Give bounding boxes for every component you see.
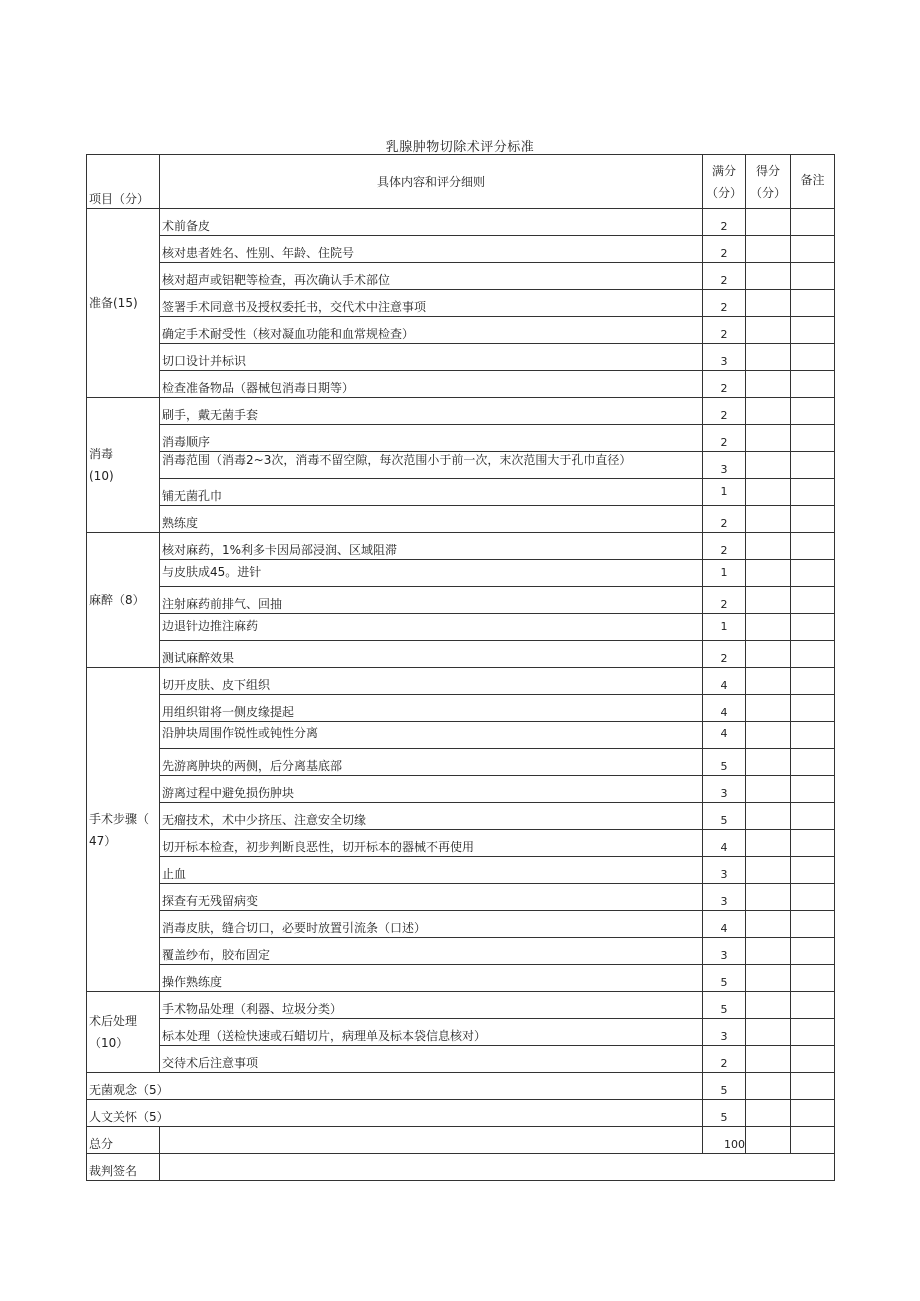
full-score: 2	[703, 398, 746, 425]
note-cell[interactable]	[791, 290, 835, 317]
category-points: (10)	[89, 469, 114, 483]
note-cell[interactable]	[791, 506, 835, 533]
note-cell[interactable]	[791, 1100, 835, 1127]
note-cell[interactable]	[791, 1019, 835, 1046]
score-input-cell[interactable]	[746, 722, 791, 749]
note-cell[interactable]	[791, 884, 835, 911]
full-score: 2	[703, 263, 746, 290]
item-text: 手术物品处理（利器、垃圾分类）	[160, 992, 703, 1019]
full-score: 5	[703, 803, 746, 830]
table-row	[87, 560, 835, 587]
item-text: 核对麻药，1%利多卡因局部浸润、区域阻滞	[160, 533, 703, 560]
header-full-1: 满分	[711, 163, 736, 178]
note-cell[interactable]	[791, 695, 835, 722]
note-cell[interactable]	[791, 452, 835, 479]
table-row	[87, 641, 835, 668]
note-cell[interactable]	[791, 1073, 835, 1100]
note-cell[interactable]	[791, 398, 835, 425]
score-input-cell[interactable]	[746, 1046, 791, 1073]
table-row	[87, 209, 835, 236]
score-input-cell[interactable]	[746, 209, 791, 236]
full-score: 2	[703, 290, 746, 317]
item-text: 核对超声或铝靶等检查，再次确认手术部位	[160, 263, 703, 290]
table-row	[87, 479, 835, 506]
table-row	[87, 695, 835, 722]
humanistic-label: 人文关怀（5）	[87, 1100, 703, 1127]
full-score: 5	[703, 965, 746, 992]
note-cell[interactable]	[791, 992, 835, 1019]
full-score: 5	[703, 1100, 746, 1127]
table-row	[87, 965, 835, 992]
table-row	[87, 722, 835, 749]
table-row	[87, 398, 835, 425]
score-input-cell[interactable]	[746, 587, 791, 614]
score-input-cell[interactable]	[746, 641, 791, 668]
full-score: 2	[703, 425, 746, 452]
table-row	[87, 884, 835, 911]
table-row	[87, 776, 835, 803]
score-input-cell[interactable]	[746, 263, 791, 290]
item-text: 与皮肤成45。进针	[160, 560, 703, 587]
header-full-score	[703, 155, 746, 209]
full-score: 2	[703, 371, 746, 398]
full-score: 4	[703, 668, 746, 695]
note-cell[interactable]	[791, 803, 835, 830]
item-text: 标本处理（送检快速或石蜡切片，病理单及标本袋信息核对）	[160, 1019, 703, 1046]
note-cell[interactable]	[791, 749, 835, 776]
score-input-cell[interactable]	[746, 425, 791, 452]
table-row	[87, 857, 835, 884]
score-input-cell[interactable]	[746, 884, 791, 911]
category-name: 手术步骤（	[89, 811, 150, 826]
table-row	[87, 1019, 835, 1046]
table-row	[87, 1100, 835, 1127]
item-text: 确定手术耐受性（核对凝血功能和血常规检查）	[160, 317, 703, 344]
score-input-cell[interactable]	[746, 695, 791, 722]
score-input-cell[interactable]	[746, 911, 791, 938]
full-score: 2	[703, 533, 746, 560]
item-text: 测试麻醉效果	[160, 641, 703, 668]
category-disinfection	[87, 398, 160, 533]
note-cell[interactable]	[791, 614, 835, 641]
item-text: 术前备皮	[160, 209, 703, 236]
full-score: 3	[703, 1019, 746, 1046]
item-text: 沿肿块周围作锐性或钝性分离	[160, 722, 703, 749]
score-input-cell[interactable]	[746, 452, 791, 479]
note-cell[interactable]	[791, 1046, 835, 1073]
item-text: 止血	[160, 857, 703, 884]
table-row	[87, 290, 835, 317]
table-row	[87, 425, 835, 452]
full-score: 3	[703, 344, 746, 371]
score-input-cell[interactable]	[746, 398, 791, 425]
header-item: 项目（分）	[87, 155, 160, 209]
note-cell[interactable]	[791, 911, 835, 938]
item-text: 用组织钳将一侧皮缘提起	[160, 695, 703, 722]
item-text: 探查有无残留病变	[160, 884, 703, 911]
score-input-cell[interactable]	[746, 965, 791, 992]
total-label: 总分	[87, 1127, 160, 1154]
note-cell[interactable]	[791, 371, 835, 398]
full-score: 4	[703, 695, 746, 722]
score-input-cell[interactable]	[746, 290, 791, 317]
item-text: 消毒范围（消毒2~3次，消毒不留空隙，每次范围小于前一次，末次范围大于孔巾直径）	[162, 453, 632, 467]
total-row	[87, 1127, 835, 1154]
note-cell[interactable]	[791, 830, 835, 857]
score-input-cell[interactable]	[746, 371, 791, 398]
full-score: 2	[703, 587, 746, 614]
item-text: 熟练度	[160, 506, 703, 533]
table-row	[87, 749, 835, 776]
item-text: 交待术后注意事项	[160, 1046, 703, 1073]
table-row	[87, 533, 835, 560]
score-input-cell[interactable]	[746, 938, 791, 965]
header-full-2: （分）	[705, 185, 742, 200]
score-input-cell[interactable]	[746, 1100, 791, 1127]
page-title: 乳腺肿物切除术评分标准	[385, 140, 535, 155]
category-preparation: 准备(15)	[87, 209, 160, 398]
signature-field[interactable]	[160, 1154, 835, 1181]
header-got-2: （分）	[749, 185, 786, 200]
category-points: （10）	[89, 1036, 129, 1050]
table-row	[87, 992, 835, 1019]
note-cell[interactable]	[791, 344, 835, 371]
item-text: 操作熟练度	[160, 965, 703, 992]
full-score: 5	[703, 992, 746, 1019]
table-row	[87, 803, 835, 830]
item-text: 注射麻药前排气、回抽	[160, 587, 703, 614]
item-text: 消毒顺序	[160, 425, 703, 452]
table-row	[87, 830, 835, 857]
item-text: 刷手，戴无菌手套	[160, 398, 703, 425]
table-row	[87, 587, 835, 614]
note-cell[interactable]	[791, 425, 835, 452]
score-input-cell[interactable]	[746, 614, 791, 641]
score-input-cell[interactable]	[746, 857, 791, 884]
score-input-cell[interactable]	[746, 1073, 791, 1100]
full-score: 5	[703, 1073, 746, 1100]
score-input-cell[interactable]	[746, 668, 791, 695]
full-score: 2	[703, 641, 746, 668]
header-note: 备注	[791, 155, 835, 209]
item-text: 消毒皮肤，缝合切口，必要时放置引流条（口述）	[160, 911, 703, 938]
note-cell[interactable]	[791, 938, 835, 965]
score-input-cell[interactable]	[746, 533, 791, 560]
table-row	[87, 263, 835, 290]
note-cell[interactable]	[791, 560, 835, 587]
table-row	[87, 317, 835, 344]
note-cell[interactable]	[791, 317, 835, 344]
full-score: 1	[703, 614, 746, 641]
table-row	[87, 938, 835, 965]
item-text: 无瘤技术，术中少挤压、注意安全切缘	[160, 803, 703, 830]
note-cell[interactable]	[791, 965, 835, 992]
score-input-cell[interactable]	[746, 344, 791, 371]
full-score: 4	[703, 830, 746, 857]
item-text: 签署手术同意书及授权委托书，交代术中注意事项	[160, 290, 703, 317]
table-row	[87, 236, 835, 263]
full-score: 4	[703, 722, 746, 749]
score-input-cell[interactable]	[746, 317, 791, 344]
score-table	[86, 154, 835, 1181]
note-cell[interactable]	[791, 1127, 835, 1154]
note-cell[interactable]	[791, 587, 835, 614]
table-row	[87, 452, 835, 479]
item-text-cell	[160, 452, 703, 479]
signature-row	[87, 1154, 835, 1181]
score-input-cell[interactable]	[746, 803, 791, 830]
header-got-score	[746, 155, 791, 209]
note-cell[interactable]	[791, 209, 835, 236]
score-input-cell[interactable]	[746, 749, 791, 776]
full-score: 5	[703, 749, 746, 776]
item-text: 切开标本检查，初步判断良恶性，切开标本的器械不再使用	[160, 830, 703, 857]
item-text: 检查准备物品（器械包消毒日期等）	[160, 371, 703, 398]
score-input-cell[interactable]	[746, 1019, 791, 1046]
full-score: 2	[703, 236, 746, 263]
table-row	[87, 506, 835, 533]
full-score: 4	[703, 911, 746, 938]
full-score: 1	[703, 560, 746, 587]
header-got-1: 得分	[755, 163, 780, 178]
note-cell[interactable]	[791, 479, 835, 506]
item-text: 铺无菌孔巾	[160, 479, 703, 506]
aseptic-label: 无菌观念（5）	[87, 1073, 703, 1100]
item-text: 先游离肿块的两侧，后分离基底部	[160, 749, 703, 776]
note-cell[interactable]	[791, 236, 835, 263]
item-text: 覆盖纱布，胶布固定	[160, 938, 703, 965]
score-input-cell[interactable]	[746, 479, 791, 506]
header-detail: 具体内容和评分细则	[160, 155, 703, 209]
note-cell[interactable]	[791, 668, 835, 695]
score-input-cell[interactable]	[746, 506, 791, 533]
full-score: 2	[703, 506, 746, 533]
full-score: 1	[703, 479, 746, 506]
score-input-cell[interactable]	[746, 992, 791, 1019]
score-input-cell[interactable]	[746, 236, 791, 263]
full-score: 2	[703, 317, 746, 344]
item-text: 边退针边推注麻药	[160, 614, 703, 641]
full-score: 3	[703, 857, 746, 884]
table-row	[87, 344, 835, 371]
note-cell[interactable]	[791, 533, 835, 560]
item-text: 切口设计并标识	[160, 344, 703, 371]
total-got-cell[interactable]	[746, 1127, 791, 1154]
full-score: 3	[703, 776, 746, 803]
signature-label: 裁判签名	[87, 1154, 160, 1181]
table-row	[87, 614, 835, 641]
category-name: 消毒	[89, 447, 114, 461]
item-text: 游离过程中避免损伤肿块	[160, 776, 703, 803]
category-postop	[87, 992, 160, 1073]
table-row	[87, 1046, 835, 1073]
note-cell[interactable]	[791, 857, 835, 884]
table-row	[87, 1073, 835, 1100]
item-text: 切开皮肤、皮下组织	[160, 668, 703, 695]
table-row	[87, 911, 835, 938]
category-anesthesia: 麻醉（8）	[87, 533, 160, 668]
category-surgical-steps	[87, 668, 160, 992]
table-row	[87, 371, 835, 398]
full-score: 3	[703, 884, 746, 911]
total-blank-cell	[160, 1127, 703, 1154]
note-cell[interactable]	[791, 722, 835, 749]
category-name: 术后处理	[89, 1014, 138, 1028]
score-input-cell[interactable]	[746, 560, 791, 587]
full-score: 2	[703, 209, 746, 236]
category-points: 47）	[89, 833, 117, 848]
item-text: 核对患者姓名、性别、年龄、住院号	[160, 236, 703, 263]
table-row	[87, 668, 835, 695]
note-cell[interactable]	[791, 263, 835, 290]
full-score: 3	[703, 452, 746, 479]
full-score: 3	[703, 938, 746, 965]
score-input-cell[interactable]	[746, 830, 791, 857]
score-input-cell[interactable]	[746, 776, 791, 803]
note-cell[interactable]	[791, 641, 835, 668]
full-score: 2	[703, 1046, 746, 1073]
note-cell[interactable]	[791, 776, 835, 803]
total-score: 100	[703, 1127, 746, 1154]
